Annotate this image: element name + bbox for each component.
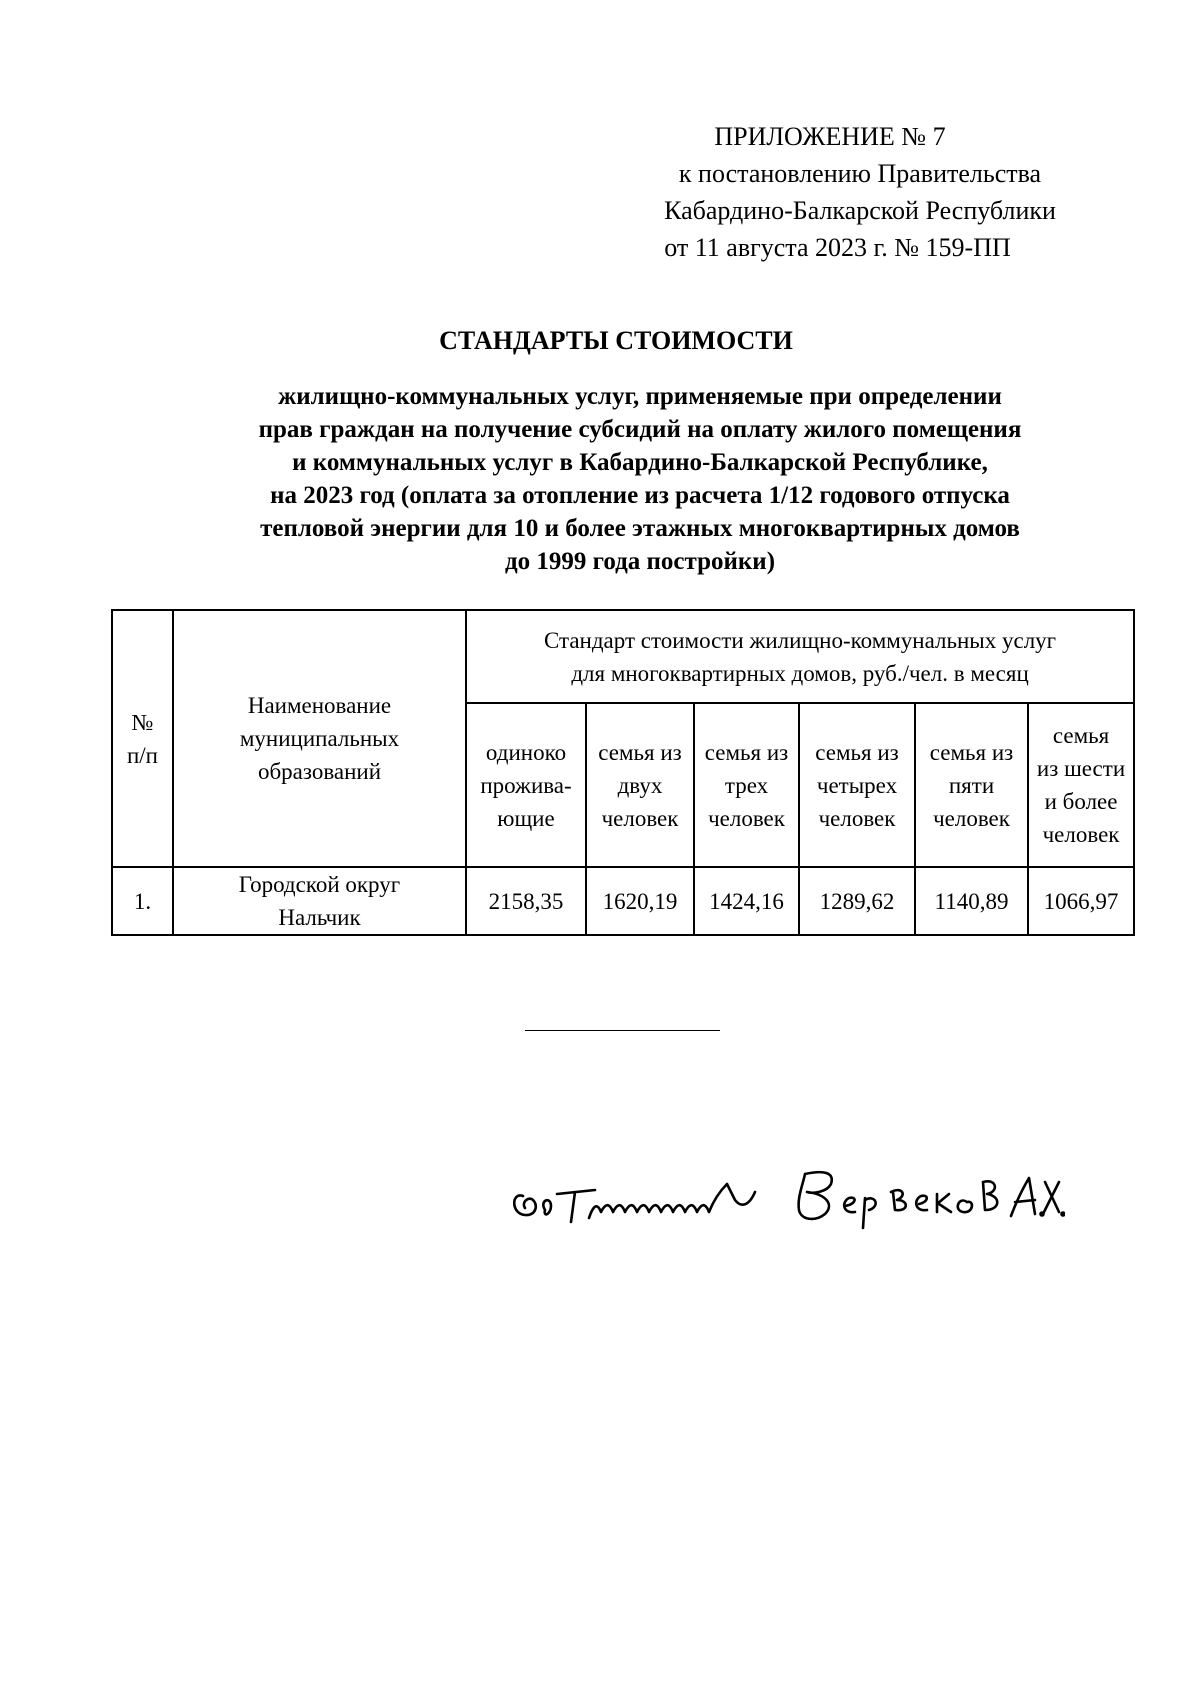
header-municipality-line: муниципальных	[239, 726, 400, 751]
header-family-of-four	[799, 703, 915, 867]
header-line: прожива-	[480, 772, 572, 798]
header-municipality-line: Наименование	[247, 693, 392, 718]
header-line: семья	[1052, 723, 1110, 748]
header-line: двух	[617, 772, 663, 798]
header-line: семья из	[598, 739, 682, 765]
header-line: трех	[724, 772, 769, 798]
header-group-line: Стандарт стоимости жилищно-коммунальных услуг	[543, 627, 1057, 653]
appendix-number: ПРИЛОЖЕНИЕ № 7	[714, 122, 946, 151]
header-family-six-or-more	[1028, 703, 1134, 867]
value-family-six-or-more: 1066,97	[1028, 867, 1134, 935]
document-title: СТАНДАРТЫ СТОИМОСТИ	[439, 326, 793, 355]
header-group-line: для многоквартирных домов, руб./чел. в месяц	[571, 660, 1029, 686]
document-subtitle	[140, 380, 1140, 578]
value-family-of-four: 1289,62	[799, 867, 915, 935]
subtitle-line: до 1999 года постройки)	[504, 548, 776, 575]
value-single-resident: 2158,35	[466, 867, 586, 935]
row-name-line: Городской округ	[238, 872, 401, 897]
header-line: человек	[601, 805, 679, 831]
row-municipality-name	[173, 867, 466, 935]
appendix-reference: к постановлению Правительства	[678, 159, 1042, 188]
header-line: человек	[818, 805, 896, 831]
header-line: человек	[933, 805, 1010, 831]
header-municipality	[173, 610, 466, 867]
header-family-of-two	[586, 703, 694, 867]
handwritten-signature	[505, 1148, 1065, 1238]
header-line: из шести	[1036, 756, 1126, 781]
table-row	[112, 867, 1134, 935]
cost-standards-table	[111, 609, 1135, 936]
header-line: и более	[1044, 789, 1118, 814]
row-number: 1.	[112, 867, 173, 935]
header-number-label: п/п	[126, 742, 158, 768]
value-family-of-three: 1424,16	[694, 867, 799, 935]
header-line: четырех	[816, 772, 898, 798]
header-family-of-three	[694, 703, 799, 867]
subtitle-line: прав граждан на получение субсидий на оплату жилого помещения	[258, 416, 1022, 443]
header-line: человек	[1042, 822, 1120, 847]
header-line: семья из	[704, 739, 789, 765]
appendix-authority: Кабардино-Балкарской Республики	[664, 196, 1056, 225]
header-single-resident	[466, 703, 586, 867]
header-line: одиноко	[485, 739, 567, 765]
row-name-line: Нальчик	[278, 905, 361, 930]
header-line: человек	[708, 805, 785, 831]
subtitle-line: жилищно-коммунальных услуг, применяемые при определении	[278, 383, 1002, 410]
header-line: семья из	[815, 739, 899, 765]
value-family-of-five: 1140,89	[915, 867, 1028, 935]
separator-line	[525, 1030, 720, 1031]
subtitle-line: и коммунальных услуг в Кабардино-Балкарской Республике,	[292, 449, 988, 476]
table-header-row	[112, 610, 1134, 703]
header-line: ющие	[497, 805, 555, 831]
header-cost-standard-group	[466, 610, 1134, 703]
header-family-of-five	[915, 703, 1028, 867]
header-line: пяти	[948, 772, 995, 798]
header-line: семья из	[929, 739, 1014, 765]
appendix-date: от 11 августа 2023 г. № 159-ПП	[664, 233, 1011, 262]
value-family-of-two: 1620,19	[586, 867, 694, 935]
header-municipality-line: образований	[257, 759, 382, 784]
appendix-header	[620, 118, 1100, 266]
header-number-symbol: №	[131, 709, 154, 735]
header-number	[112, 610, 173, 867]
subtitle-line: тепловой энергии для 10 и более этажных многоквартирных домов	[260, 515, 1020, 542]
subtitle-line: на 2023 год (оплата за отопление из расчета 1/12 годового отпуска	[270, 482, 1010, 509]
